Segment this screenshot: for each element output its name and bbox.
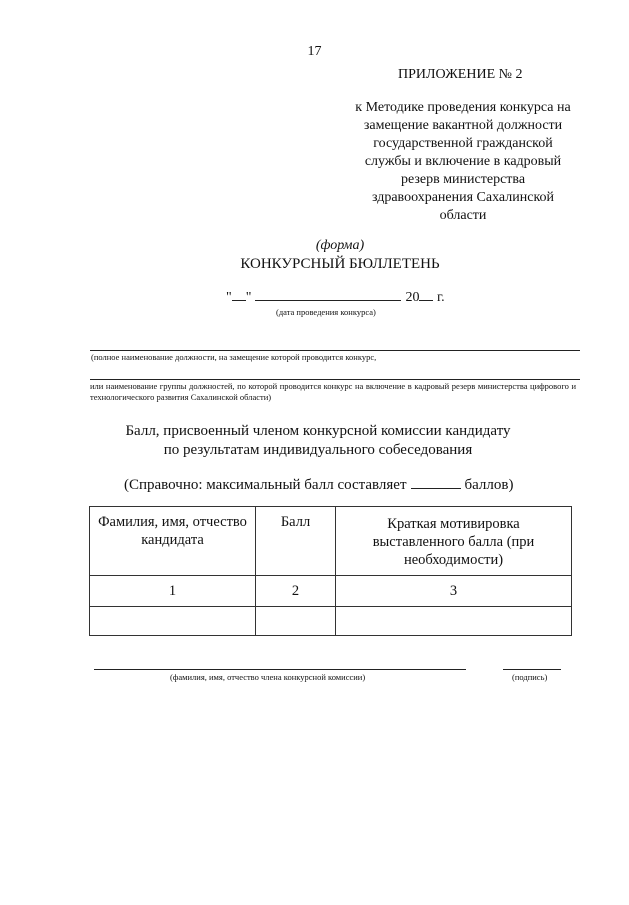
- candidate-name-cell[interactable]: [90, 607, 256, 636]
- column-number: 3: [336, 576, 572, 607]
- table-row: [90, 576, 572, 607]
- appendix-title: ПРИЛОЖЕНИЕ № 2: [398, 67, 523, 82]
- day-blank[interactable]: [232, 287, 246, 301]
- member-name-caption: (фамилия, имя, отчество члена конкурсной комиссии): [170, 672, 366, 682]
- page-number: 17: [307, 44, 322, 59]
- table-header-row: [90, 507, 572, 576]
- appendix-subtitle-line: к Методике проведения конкурса на: [355, 100, 571, 115]
- column-number: 1: [90, 576, 256, 607]
- position-field-line[interactable]: [90, 350, 580, 351]
- reference-note: [124, 474, 514, 494]
- appendix-subtitle-line: службы и включение в кадровый: [364, 154, 562, 169]
- score-table: [89, 506, 572, 636]
- reference-after: баллов): [464, 477, 514, 493]
- member-name-line[interactable]: [94, 669, 466, 670]
- appendix-subtitle-line: замещение вакантной должности: [363, 118, 563, 133]
- header-score: Балл: [256, 507, 336, 576]
- score-heading-line: по результатам индивидуального собеседования: [163, 442, 473, 458]
- year-prefix: 20: [405, 290, 420, 305]
- position-caption: (полное наименование должности, на замещение которой проводится конкурс,: [91, 352, 377, 362]
- appendix-subtitle-line: области: [439, 208, 487, 223]
- header-motivation: Краткая мотивировка выставленного балла (при необходимости): [336, 507, 572, 576]
- year-suffix: г.: [436, 290, 445, 305]
- signature-line[interactable]: [503, 669, 561, 670]
- date-field: [226, 287, 445, 306]
- year-blank[interactable]: [419, 287, 433, 301]
- score-heading: [0, 422, 629, 460]
- group-field-line[interactable]: [90, 379, 580, 380]
- header-candidate-name: Фамилия, имя, отчество кандидата: [90, 507, 256, 576]
- motivation-cell[interactable]: [336, 607, 572, 636]
- score-heading-line: Балл, присвоенный членом конкурсной комиссии кандидату: [125, 423, 511, 439]
- appendix-subtitle: [338, 99, 588, 225]
- date-quote-open: ": [226, 290, 232, 305]
- table-row: [90, 607, 572, 636]
- max-score-blank[interactable]: [411, 474, 461, 489]
- column-number: 2: [256, 576, 336, 607]
- appendix-subtitle-line: здравоохранения Сахалинской: [371, 190, 555, 205]
- form-label: (форма): [315, 238, 365, 253]
- document-title: КОНКУРСНЫЙ БЮЛЛЕТЕНЬ: [240, 256, 440, 272]
- date-quote-close: ": [245, 290, 252, 305]
- score-cell[interactable]: [256, 607, 336, 636]
- group-caption: или наименование группы должностей, по которой проводится конкурс на включение в кадровый резерв министерства цифрового и технологического развития Сахалинской области): [90, 381, 576, 402]
- month-blank[interactable]: [255, 287, 401, 301]
- date-caption: (дата проведения конкурса): [276, 307, 376, 317]
- reference-before: (Справочно: максимальный балл составляет: [124, 477, 407, 493]
- signature-caption: (подпись): [512, 672, 548, 682]
- appendix-subtitle-line: государственной гражданской: [373, 136, 553, 151]
- appendix-subtitle-line: резерв министерства: [400, 172, 526, 187]
